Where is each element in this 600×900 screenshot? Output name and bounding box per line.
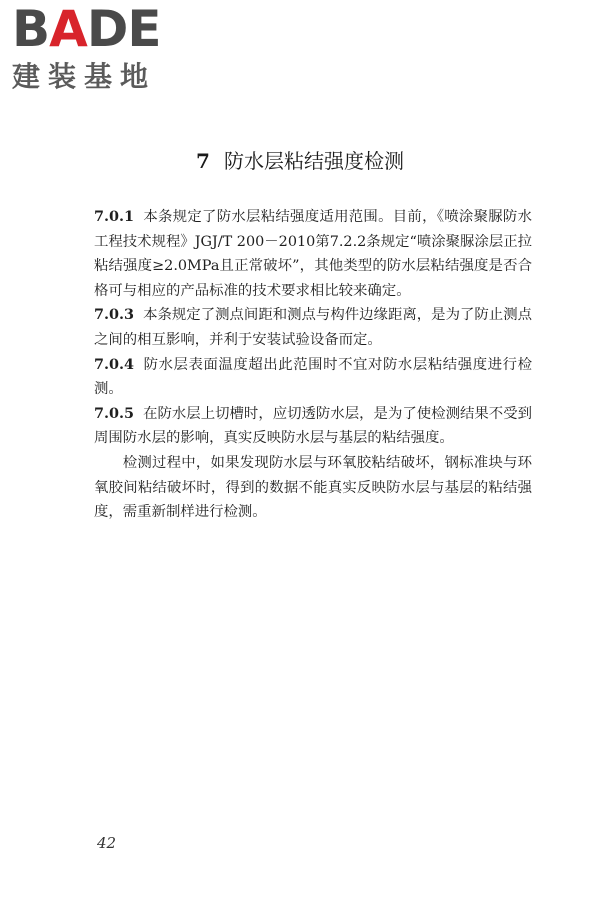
clause-7-0-1	[94, 205, 532, 303]
clause-number: 7.0.5	[94, 404, 135, 422]
clause-7-0-4	[94, 353, 532, 402]
logo-letter-b: B	[12, 0, 50, 58]
closing-paragraph: 检测过程中，如果发现防水层与环氧胶粘结破坏，钢标准块与环氧胶间粘结破坏时，得到的数据不能真实反映防水层与基层的粘结强度，需重新制样进行检测。	[94, 454, 532, 521]
logo-letter-a-accent: A	[49, 0, 87, 58]
clause-number: 7.0.4	[94, 355, 135, 373]
logo-letters-de: DE	[86, 0, 161, 58]
chapter-title	[0, 146, 600, 176]
clause-7-0-3	[94, 303, 532, 352]
clause-text: 本条规定了测点间距和测点与构件边缘距离，是为了防止测点之间的相互影响，并利于安装试验设备而定。	[94, 307, 532, 348]
clause-7-0-5	[94, 402, 532, 451]
clause-text: 在防水层上切槽时，应切透防水层，是为了使检测结果不受到周围防水层的影响，真实反映防水层与基层的粘结强度。	[94, 405, 532, 447]
chapter-number: 7	[196, 149, 210, 173]
chapter-title-text: 防水层粘结强度检测	[223, 149, 404, 173]
clause-number: 7.0.1	[94, 208, 135, 225]
logo-wordmark	[12, 0, 161, 58]
logo-subtitle: 建装基地	[12, 60, 157, 93]
brand-logo	[12, 0, 182, 96]
clause-number: 7.0.3	[94, 306, 135, 324]
clause-text: 本条规定了防水层粘结强度适用范围。目前，《喷涂聚脲防水工程技术规程》JGJ/T 200－2010第7.2.2条规定“喷涂聚脲涂层正拉粘结强度≥2.0MPa且正常破坏”，其他类型的防水层粘结强度是否合格可与相应的产品标准的技术要求相比较来确定。	[94, 209, 532, 299]
clause-text: 防水层表面温度超出此范围时不宜对防水层粘结强度进行检测。	[94, 356, 532, 398]
page-content	[94, 205, 532, 525]
page-number: 42	[97, 834, 117, 852]
